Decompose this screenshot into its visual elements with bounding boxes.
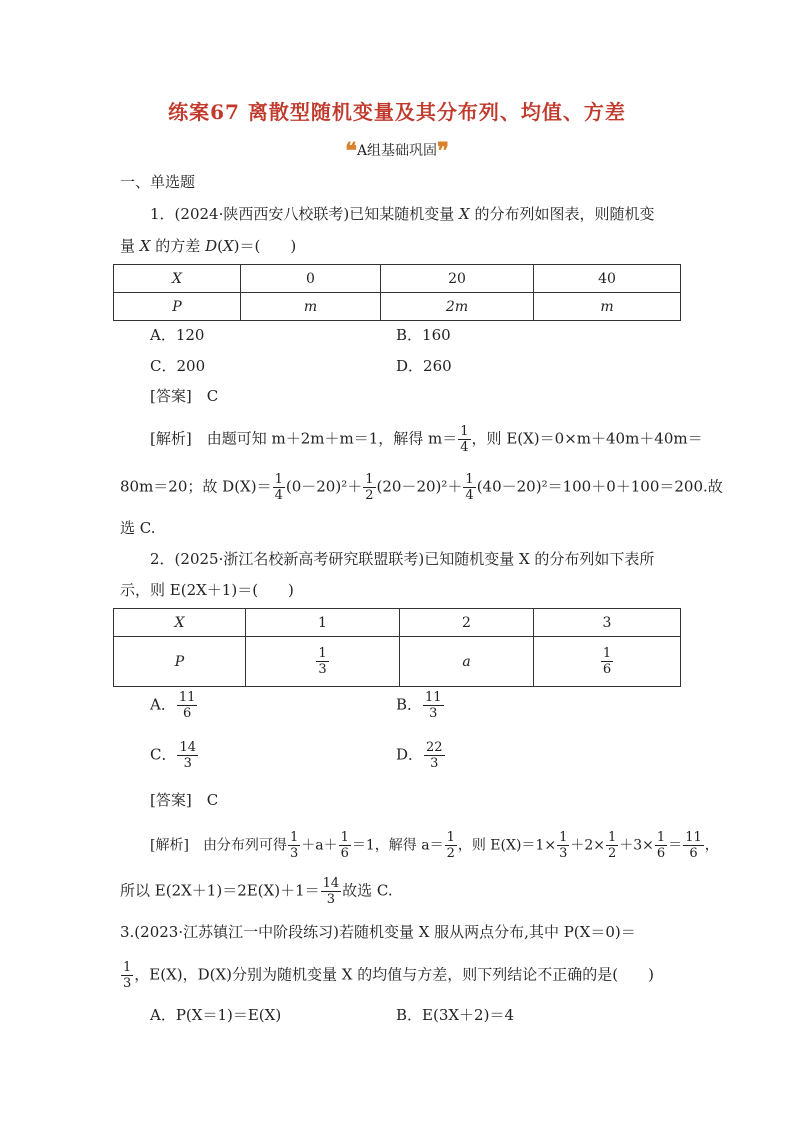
q1-answer: [答案] C [150, 387, 219, 405]
table-cell: m [534, 293, 681, 321]
q2-option-c: C． $\frac{14}{3}$ [150, 740, 197, 771]
q2-stem-line1: 2．(2025·浙江名校新高考研究联盟联考)已知随机变量 X 的分布列如下表所 [150, 550, 655, 568]
q3-stem-line1: 3.(2023·江苏镇江一中阶段练习)若随机变量 X 服从两点分布,其中 P(X＝0)＝ [120, 923, 636, 941]
table-cell: 2 [400, 609, 534, 637]
q1-stem-line1: 1．(2024·陕西西安八校联考)已知某随机变量 X 的分布列如图表，则随机变 [150, 205, 655, 223]
table-cell: 40 [534, 265, 681, 293]
q1-analysis-line1: [解析] 由题可知 m＋2m＋m＝1，解得 m＝ $\frac{1}{4}$ ，则 E(X)＝0×m＋40m＋40m＝ [150, 424, 703, 455]
table-cell: $\frac{1}{6}$ [534, 637, 681, 687]
q1-option-a: A．120 [150, 326, 205, 344]
table-cell: X [114, 609, 246, 637]
table-cell: a [400, 637, 534, 687]
q2-option-b: B． $\frac{11}{3}$ [396, 690, 442, 721]
table-cell: $\frac{1}{3}$ [246, 637, 400, 687]
table-cell: 0 [241, 265, 381, 293]
table-cell: X [114, 265, 241, 293]
q2-option-d: D． $\frac{22}{3}$ [396, 740, 443, 771]
table-cell: 3 [534, 609, 681, 637]
q1-stem-line2: 量 X 的方差 D(X)＝( ) [120, 237, 297, 255]
q1-analysis-line3: 选 C. [120, 519, 156, 537]
q1-analysis-line2: 80m＝20；故 D(X)＝ $\frac{1}{4}$ (0－20)²＋ $\frac{1}{2}$ (20－20)²＋ $\frac{1}{4}$ (40－20)²＝100＋0＋100＝200.故 [120, 472, 723, 503]
q2-distribution-table [113, 608, 681, 687]
quote-open-icon: ❝ [345, 138, 357, 164]
table-cell: 1 [246, 609, 400, 637]
q2-analysis-line1: [解析] 由分布列可得 $\frac{1}{3}$ ＋a＋ $\frac{1}{6}$ ＝1，解得 a＝ $\frac{1}{2}$ ，则 E(X)＝1× $\frac{1}{3}$ ＋2× $\frac{1}{2}$ ＋3× $\frac{1}{6}$ ＝ $\frac{11}{6}$ ， [150, 830, 719, 861]
table-cell: P [114, 637, 246, 687]
table-cell: m [241, 293, 381, 321]
q2-answer: [答案] C [150, 791, 219, 809]
q2-option-a: A． $\frac{11}{6}$ [150, 690, 196, 721]
q3-stem-line2: $\frac{1}{3}$ ，E(X)，D(X)分别为随机变量 X 的均值与方差，则下列结论不正确的是( ) [123, 960, 654, 991]
q3-option-b: B．E(3X＋2)＝4 [396, 1006, 514, 1024]
section-heading: 一、单选题 [120, 173, 196, 191]
table-cell: 20 [381, 265, 534, 293]
q1-option-d: D．260 [396, 357, 452, 375]
q1-distribution-table [113, 264, 681, 321]
page-title: 练案67 离散型随机变量及其分布列、均值、方差 [168, 100, 626, 124]
q1-option-b: B．160 [396, 326, 451, 344]
q1-option-c: C．200 [150, 357, 206, 375]
quote-close-icon: ❞ [437, 138, 449, 164]
q2-stem-line2: 示，则 E(2X＋1)＝( ) [120, 581, 294, 599]
table-cell: 2m [381, 293, 534, 321]
q3-option-a: A．P(X＝1)＝E(X) [150, 1006, 282, 1024]
q2-analysis-line2: 所以 E(2X＋1)＝2E(X)＋1＝ $\frac{14}{3}$ 故选 C. [120, 876, 393, 907]
group-badge: ❝A组基础巩固❞ [345, 138, 449, 164]
table-cell: P [114, 293, 241, 321]
